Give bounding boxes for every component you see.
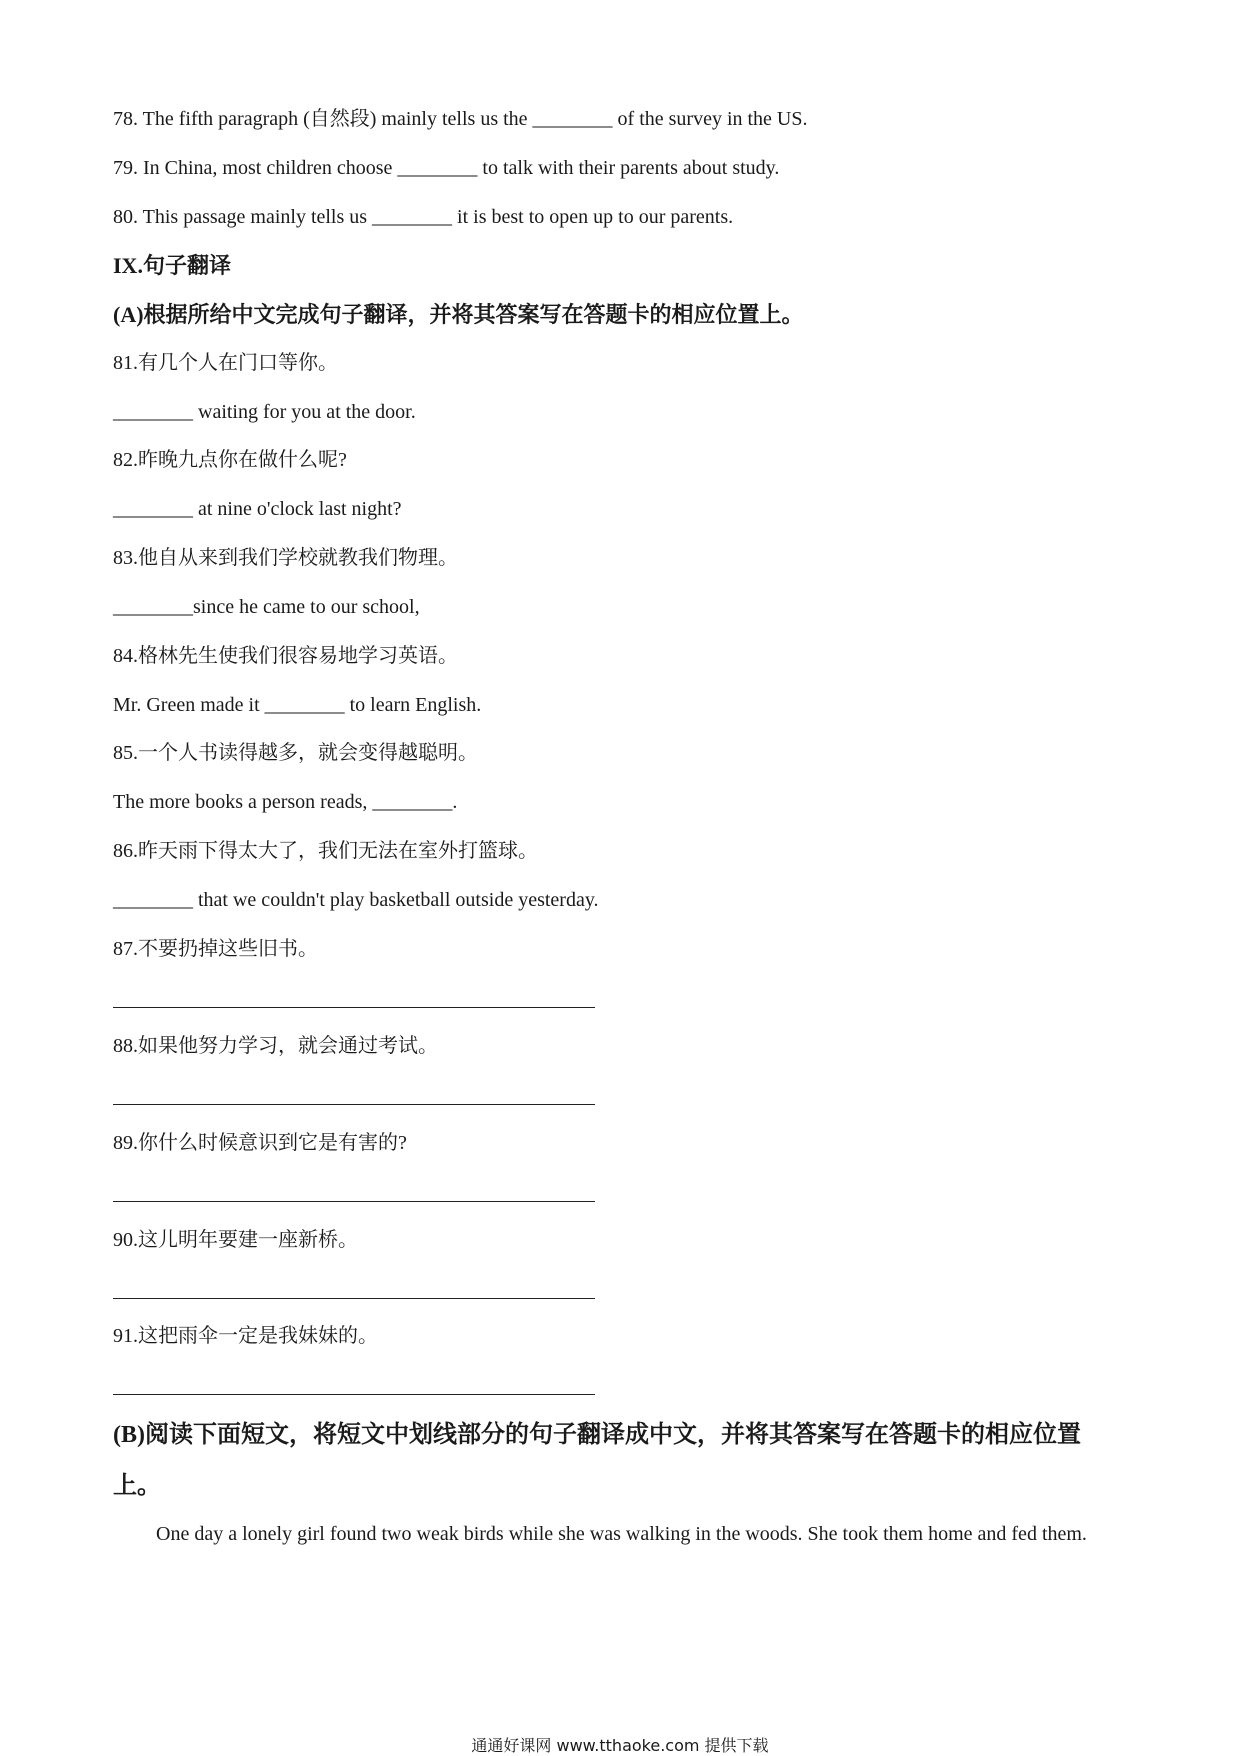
question-78: 78. The fifth paragraph (自然段) mainly tells us the ________ of the survey in the US. — [113, 108, 808, 130]
item-81-english: ________ waiting for you at the door. — [113, 401, 416, 423]
item-87-answer-line[interactable] — [113, 1007, 595, 1008]
section-title: IX.句子翻译 — [113, 253, 231, 278]
item-84-english: Mr. Green made it ________ to learn English. — [113, 694, 482, 716]
item-86-chinese: 86.昨天雨下得太大了，我们无法在室外打篮球。 — [113, 840, 538, 862]
item-82-english: ________ at nine o'clock last night? — [113, 498, 402, 520]
item-90-answer-line[interactable] — [113, 1298, 595, 1299]
item-82-chinese: 82.昨晚九点你在做什么呢? — [113, 449, 347, 471]
passage-paragraph: One day a lonely girl found two weak birds while she was walking in the woods. She took them home and fed them. — [156, 1523, 1087, 1545]
part-b-instruction-line1: (B)阅读下面短文，将短文中划线部分的句子翻译成中文，并将其答案写在答题卡的相应位置 — [113, 1422, 1081, 1448]
item-88-answer-line[interactable] — [113, 1104, 595, 1105]
part-a-instruction: (A)根据所给中文完成句子翻译，并将其答案写在答题卡的相应位置上。 — [113, 302, 804, 327]
item-88-chinese: 88.如果他努力学习，就会通过考试。 — [113, 1035, 438, 1057]
item-83-english: ________since he came to our school, — [113, 596, 420, 618]
item-86-english: ________ that we couldn't play basketball outside yesterday. — [113, 889, 599, 911]
item-90-chinese: 90.这儿明年要建一座新桥。 — [113, 1229, 358, 1251]
item-89-answer-line[interactable] — [113, 1201, 595, 1202]
item-83-chinese: 83.他自从来到我们学校就教我们物理。 — [113, 547, 458, 569]
page-footer: 通通好课网 www.tthaoke.com 提供下载 — [471, 1736, 769, 1755]
item-85-chinese: 85.一个人书读得越多，就会变得越聪明。 — [113, 742, 478, 764]
item-85-english: The more books a person reads, ________. — [113, 791, 458, 813]
item-84-chinese: 84.格林先生使我们很容易地学习英语。 — [113, 645, 458, 667]
item-89-chinese: 89.你什么时候意识到它是有害的? — [113, 1132, 407, 1154]
item-81-chinese: 81.有几个人在门口等你。 — [113, 352, 338, 374]
item-87-chinese: 87.不要扔掉这些旧书。 — [113, 938, 318, 960]
question-80: 80. This passage mainly tells us ________ it is best to open up to our parents. — [113, 206, 734, 228]
part-b-instruction-line2: 上。 — [113, 1473, 161, 1499]
question-79: 79. In China, most children choose ________ to talk with their parents about study. — [113, 157, 780, 179]
item-91-answer-line[interactable] — [113, 1394, 595, 1395]
item-91-chinese: 91.这把雨伞一定是我妹妹的。 — [113, 1325, 378, 1347]
